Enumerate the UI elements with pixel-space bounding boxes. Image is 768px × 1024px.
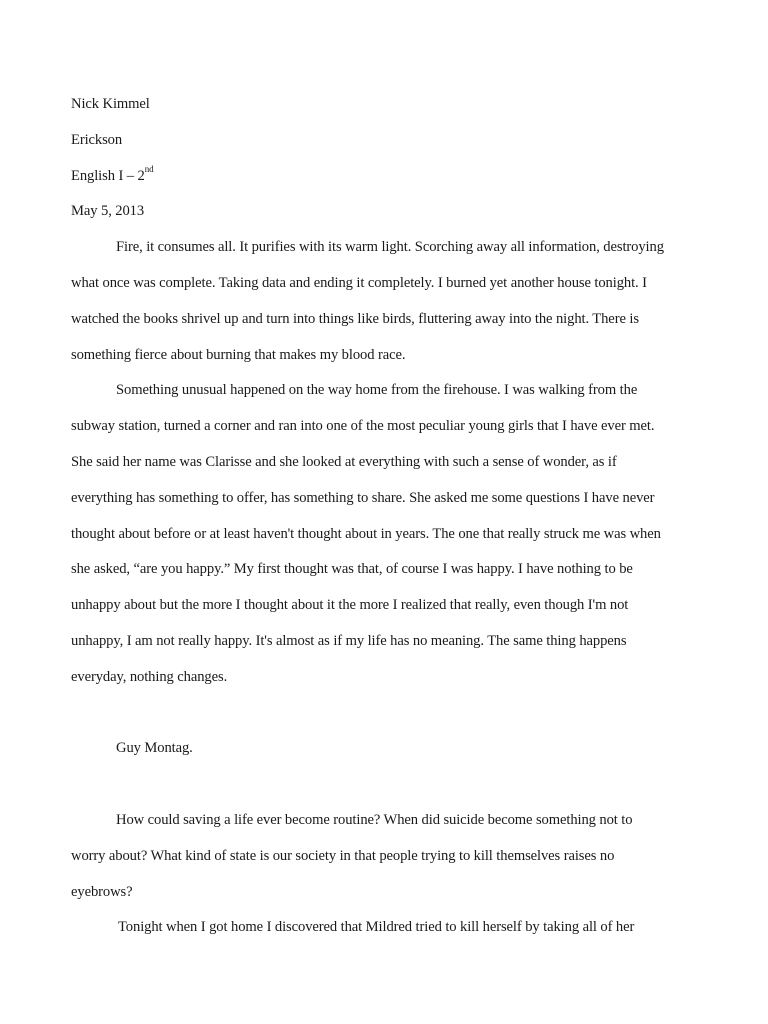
paragraph-2-line-5: thought about before or at least haven't thought about in years. The one that really struck me was when <box>71 525 661 542</box>
paragraph-1-line-2: what once was complete. Taking data and ending it completely. I burned yet another house tonight. I <box>71 274 647 291</box>
author-name: Nick Kimmel <box>71 96 150 112</box>
paragraph-2-line-7: unhappy about but the more I thought about it the more I realized that really, even though I'm not <box>71 597 629 614</box>
paragraph-3-line-3: eyebrows? <box>71 883 133 900</box>
signature: Guy Montag. <box>116 740 193 757</box>
paragraph-2-line-3: She said her name was Clarisse and she looked at everything with such a sense of wonder, as if <box>71 453 617 470</box>
paragraph-3-line-1: How could saving a life ever become routine? When did suicide become something not to <box>116 811 633 828</box>
paragraph-2-line-4: everything has something to offer, has something to share. She asked me some questions I have never <box>71 489 655 506</box>
paragraph-2-line-1: Something unusual happened on the way home from the firehouse. I was walking from the <box>116 382 638 399</box>
paragraph-2-line-9: everyday, nothing changes. <box>71 668 228 685</box>
paragraph-2-line-2: subway station, turned a corner and ran into one of the most peculiar young girls that I have ever met. <box>71 418 655 435</box>
blank-line <box>71 767 691 803</box>
course-period-suffix: nd <box>144 163 154 174</box>
blank-line <box>71 696 691 732</box>
paragraph-1-line-4: something fierce about burning that makes my blood race. <box>71 346 406 363</box>
paragraph-2-line-6: she asked, “are you happy.” My first thought was that, of course I was happy. I have nothing to be <box>71 561 633 578</box>
paragraph-1-line-3: watched the books shrivel up and turn into things like birds, fluttering away into the night. There is <box>71 310 639 327</box>
teacher-name: Erickson <box>71 131 123 148</box>
course-name: English I – 2 <box>71 167 145 184</box>
essay-date: May 5, 2013 <box>71 203 145 220</box>
paragraph-2-line-8: unhappy, I am not really happy. It's almost as if my life has no meaning. The same thing happens <box>71 632 627 649</box>
paragraph-4-line-1: Tonight when I got home I discovered that Mildred tried to kill herself by taking all of her <box>118 919 635 936</box>
essay-body <box>71 87 691 946</box>
course-line <box>71 159 691 195</box>
paragraph-3-line-2: worry about? What kind of state is our society in that people trying to kill themselves raises no <box>71 847 615 864</box>
paragraph-1-line-1: Fire, it consumes all. It purifies with its warm light. Scorching away all information, destroying <box>116 239 664 256</box>
